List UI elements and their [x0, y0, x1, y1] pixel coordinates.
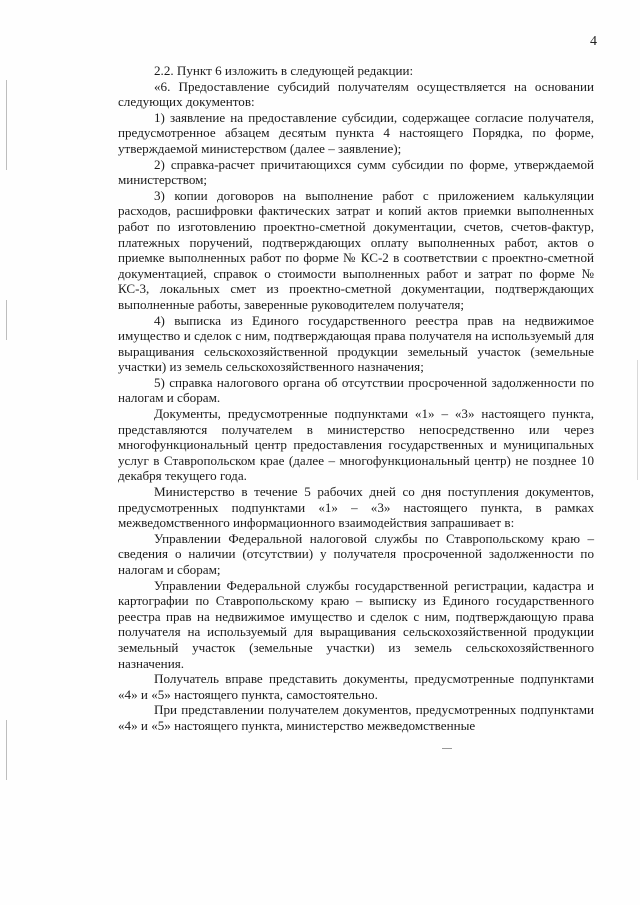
scan-dash-mark — [442, 748, 452, 749]
paragraph-2-2: 2.2. Пункт 6 изложить в следующей редакции: — [154, 63, 414, 78]
paragraph-interagency: При представлении получателем документов, предусмотренных подпунктами «4» и «5» настоящего пункта, министерство межведомственные — [118, 702, 594, 733]
paragraph-item-1: 1) заявление на предоставление субсидии, содержащее согласие получателя, предусмотренное абзацем десятым пункта 4 настоящего Порядка, по форме, утверждаемой министерством (далее – заявление); — [118, 109, 594, 156]
paragraph-item-3: 3) копии договоров на выполнение работ с приложением калькуляции расходов, расшифровки фактических затрат и копий актов приемки выполненных работ по изготовлению проектно-сметной документации, счетов, счетов-фактур, платежных поручений, подтверждающих оплату выполненных работ, актов о приемке выполненных работ по форме № КС-2 в соответствии с проектно-сметной документацией, справок о стоимости выполненных работ и затрат по форме № КС-3, локальных смет из проектно-сметной документации, подтверждающих выполненные работы, заверенные руководителем получателя; — [118, 187, 594, 312]
paragraph-item-2: 2) справка-расчет причитающихся сумм субсидии по форме, утверждаемой министерством; — [118, 156, 594, 188]
paragraph-documents-submission: Документы, предусмотренные подпунктами «1» – «3» настоящего пункта, представляются получателем в министерство непосредственно или через многофункциональный центр предоставления государственных и муниципальных услуг в Ставропольском крае (далее – многофункциональный центр) не позднее 10 декабря текущего года. — [118, 406, 594, 484]
scan-edge-mark — [6, 80, 7, 170]
scan-edge-mark — [6, 720, 7, 780]
paragraph-6-intro: «6. Предоставление субсидий получателям осуществляется на основании следующих документов: — [118, 78, 594, 110]
paragraph-registration-service: Управлении Федеральной службы государственной регистрации, кадастра и картографии по Ставропольскому краю – выписку из Единого государственного реестра прав на недвижимое имущество и сделок с ним, подтверждающую права получателя на используемый для выращивания сельскохозяйственной продукции земельный участок (земельные участки) из земель сельскохозяйственного назначения. — [118, 577, 594, 671]
page-number: 4 — [590, 34, 597, 49]
scan-edge-mark — [6, 300, 7, 340]
document-body — [118, 63, 594, 734]
paragraph-ministry-request: Министерство в течение 5 рабочих дней со дня поступления документов, предусмотренных подпунктами «1» – «3» настоящего пункта, в рамках межведомственного информационного взаимодействия запрашивает в: — [118, 484, 594, 531]
scan-edge-mark — [637, 360, 638, 480]
paragraph-tax-service: Управлении Федеральной налоговой службы по Ставропольскому краю – сведения о наличии (отсутствии) у получателя просроченной задолженности по налогам и сборам; — [118, 530, 594, 577]
paragraph-recipient-right: Получатель вправе представить документы, предусмотренные подпунктами «4» и «5» настоящего пункта, самостоятельно. — [118, 671, 594, 702]
paragraph-item-4: 4) выписка из Единого государственного реестра прав на недвижимое имущество и сделок с ним, подтверждающая права получателя на используемый для выращивания сельскохозяйственной продукции земельный участок (земельные участки) из земель сельскохозяйственного назначения; — [118, 312, 594, 375]
paragraph-item-5: 5) справка налогового органа об отсутствии просроченной задолженности по налогам и сборам. — [118, 374, 594, 406]
